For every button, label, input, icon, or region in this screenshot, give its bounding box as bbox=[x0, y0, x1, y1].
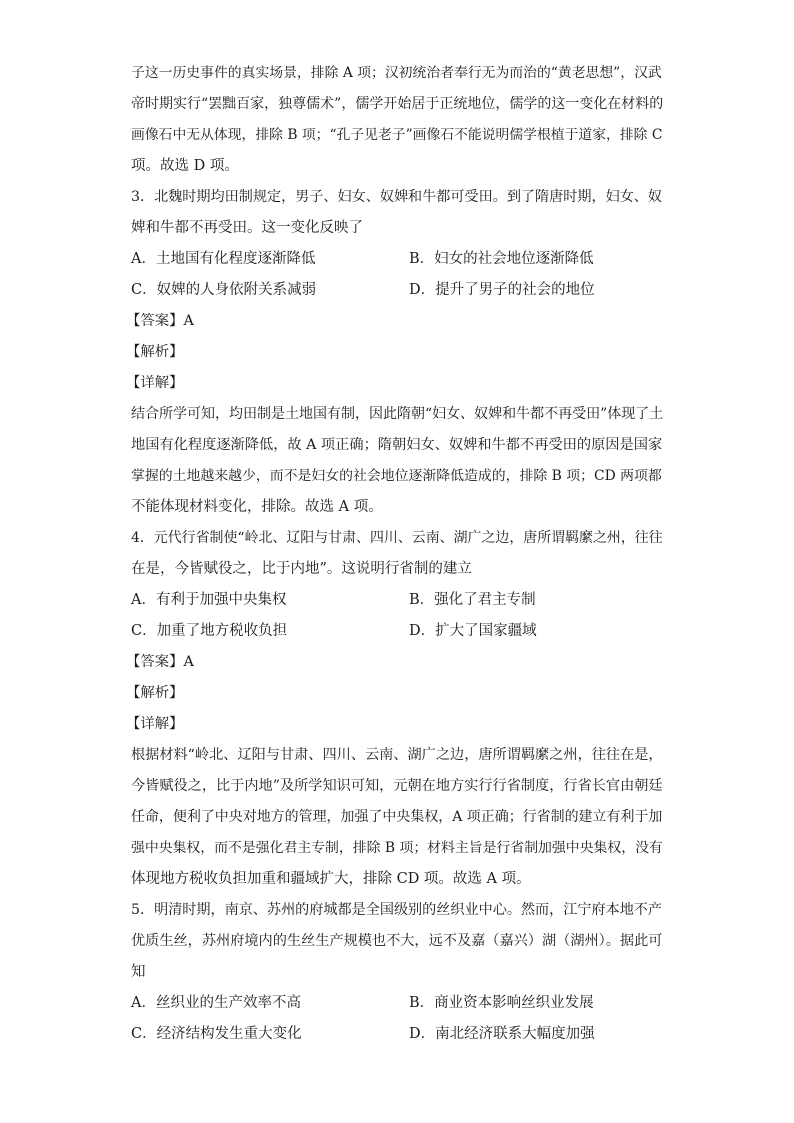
q3-stem-line-2: 婢和牛都不再受田。这一变化反映了 bbox=[131, 220, 363, 236]
q4-answer: 【答案】A bbox=[126, 654, 194, 670]
q4-explanation-line-2: 今皆赋役之，比于内地”及所学知识可知，元朝在地方实行行省制度，行省长官由朝廷 bbox=[131, 778, 663, 794]
q3-analysis-label: 【解析】 bbox=[126, 344, 184, 360]
q3-option-c: C．奴婢的人身依附关系减弱 bbox=[131, 282, 317, 298]
q3-options-row-1 bbox=[131, 244, 663, 275]
intro-line-1: 子这一历史事件的真实场景，排除 A 项；汉初统治者奉行无为而治的“黄老思想”，汉武 bbox=[131, 65, 662, 81]
intro-line-2: 帝时期实行“罢黜百家，独尊儒术”，儒学开始居于正统地位，儒学的这一变化在材料的 bbox=[131, 96, 664, 112]
q4-explanation-line-4: 强中央集权，而不是强化君主专制，排除 B 项；材料主旨是行省制加强中央集权，没有 bbox=[131, 840, 663, 856]
q5-option-b: B．商业资本影响丝织业发展 bbox=[409, 995, 594, 1011]
question-4 bbox=[126, 523, 663, 895]
q4-options-row-1 bbox=[131, 585, 663, 616]
q4-option-b: B．强化了君主专制 bbox=[409, 592, 536, 608]
q3-explanation-line-4: 不能体现材料变化，排除。故选 A 项。 bbox=[131, 499, 383, 515]
q4-detail-label: 【详解】 bbox=[126, 716, 184, 732]
q4-option-d: D．扩大了国家疆域 bbox=[409, 623, 537, 639]
q4-explanation-line-3: 任命，便利了中央对地方的管理，加强了中央集权，A 项正确；行省制的建立有利于加 bbox=[131, 809, 663, 825]
q5-options-row-1 bbox=[131, 988, 663, 1019]
q3-explanation-line-3: 掌握的土地越来越少，而不是妇女的社会地位逐渐降低造成的，排除 B 项；CD 两项都 bbox=[131, 468, 662, 484]
q3-detail-label: 【详解】 bbox=[126, 375, 184, 391]
q5-stem-line-1: 5．明清时期，南京、苏州的府城都是全国级别的丝织业中心。然而，江宁府本地不产 bbox=[131, 902, 663, 918]
q5-option-a: A．丝织业的生产效率不高 bbox=[131, 995, 301, 1011]
q3-answer: 【答案】A bbox=[126, 313, 194, 329]
q4-stem-line-1: 4．元代行省制使“岭北、辽阳与甘肃、四川、云南、湖广之边，唐所谓羁縻之州，往往 bbox=[131, 530, 663, 546]
q4-analysis-label: 【解析】 bbox=[126, 685, 184, 701]
q4-explanation-line-5: 体现地方税收负担加重和疆域扩大，排除 CD 项。故选 A 项。 bbox=[131, 871, 531, 887]
q5-options-row-2 bbox=[131, 1019, 663, 1050]
q4-option-a: A．有利于加强中央集权 bbox=[131, 592, 287, 608]
q4-explanation-line-1: 根据材料“岭北、辽阳与甘肃、四川、云南、湖广之边，唐所谓羁縻之州，往往在是， bbox=[131, 747, 663, 763]
q3-option-a: A．土地国有化程度逐渐降低 bbox=[131, 251, 316, 267]
q3-stem-line-1: 3．北魏时期均田制规定，男子、妇女、奴婢和牛都可受田。到了隋唐时期，妇女、奴 bbox=[131, 189, 663, 205]
q3-option-d: D．提升了男子的社会的地位 bbox=[409, 282, 595, 298]
q3-options-row-2 bbox=[131, 275, 663, 306]
question-3 bbox=[126, 182, 664, 523]
q3-explanation-line-2: 地国有化程度逐渐降低，故 A 项正确；隋朝妇女、奴婢和牛都不再受田的原因是国家 bbox=[131, 437, 663, 453]
q5-stem-line-3: 知 bbox=[131, 964, 146, 980]
q3-option-b: B．妇女的社会地位逐渐降低 bbox=[409, 251, 594, 267]
q4-stem-line-2: 在是，今皆赋役之，比于内地”。这说明行省制的建立 bbox=[131, 561, 472, 577]
q4-option-c: C．加重了地方税收负担 bbox=[131, 623, 288, 639]
question-5 bbox=[131, 895, 663, 1050]
q5-stem-line-2: 优质生丝，苏州府境内的生丝生产规模也不大，远不及嘉（嘉兴）湖（湖州）。据此可 bbox=[131, 933, 663, 949]
intro-line-3: 画像石中无从体现，排除 B 项；“孔子见老子”画像石不能说明儒学根植于道家，排除 C bbox=[131, 127, 663, 143]
document-content bbox=[126, 58, 664, 1050]
q4-options-row-2 bbox=[131, 616, 663, 647]
q3-explanation-line-1: 结合所学可知，均田制是土地国有制，因此隋朝“妇女、奴婢和牛都不再受田”体现了土 bbox=[131, 406, 664, 422]
intro-block bbox=[131, 58, 663, 182]
q5-option-d: D．南北经济联系大幅度加强 bbox=[409, 1026, 595, 1042]
q5-option-c: C．经济结构发生重大变化 bbox=[131, 1026, 302, 1042]
intro-line-4: 项。故选 D 项。 bbox=[131, 158, 239, 174]
